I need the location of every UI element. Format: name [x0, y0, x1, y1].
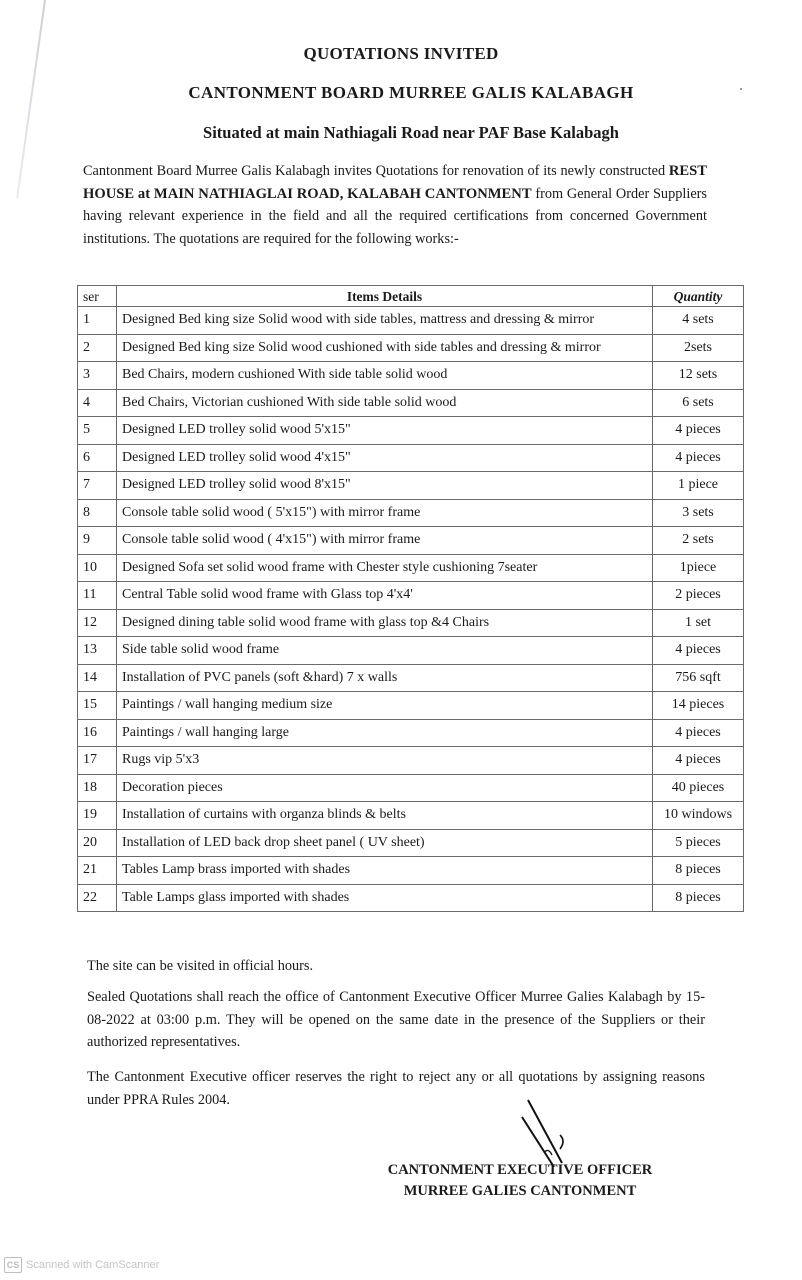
row-ser: 21: [78, 857, 117, 885]
row-quantity: 4 pieces: [653, 637, 744, 665]
row-ser: 6: [78, 444, 117, 472]
row-item-details: Central Table solid wood frame with Glass top 4'x4': [117, 582, 653, 610]
intro-bold-location: REST HOUSE at MAIN NATHIAGLAI ROAD, KALABAH CANTONMENT: [83, 163, 707, 202]
row-quantity: 2sets: [653, 334, 744, 362]
row-ser: 19: [78, 802, 117, 830]
signatory-block: [360, 1160, 680, 1202]
table-header-row: [78, 286, 744, 307]
site-visit-note: The site can be visited in official hours.: [87, 958, 314, 974]
table-row: [78, 857, 744, 885]
row-ser: 15: [78, 692, 117, 720]
row-ser: 14: [78, 664, 117, 692]
intro-text-part1: Cantonment Board Murree Galis Kalabagh invites Quotations for renovation of its newly constructed: [83, 163, 669, 179]
table-row: [78, 362, 744, 390]
row-quantity: 2 sets: [653, 527, 744, 555]
table-row: [78, 747, 744, 775]
row-item-details: Installation of curtains with organza blinds & belts: [117, 802, 653, 830]
row-quantity: 5 pieces: [653, 829, 744, 857]
table-row: [78, 719, 744, 747]
row-item-details: Paintings / wall hanging medium size: [117, 692, 653, 720]
table-row: [78, 527, 744, 555]
row-item-details: Bed Chairs, modern cushioned With side table solid wood: [117, 362, 653, 390]
location-subheading: Situated at main Nathiagali Road near PAF Base Kalabagh: [203, 123, 619, 142]
submission-note: Sealed Quotations shall reach the office of Cantonment Executive Officer Murree Galies Kalabagh by 15-08-2022 at 03:00 p.m. They will be opened on the same date in the presence of the Suppliers or their authorized representatives.: [87, 989, 705, 1050]
table-row: [78, 802, 744, 830]
row-item-details: Decoration pieces: [117, 774, 653, 802]
header-items-details: Items Details: [117, 286, 653, 307]
row-quantity: 4 pieces: [653, 444, 744, 472]
row-ser: 13: [78, 637, 117, 665]
row-item-details: Designed Sofa set solid wood frame with Chester style cushioning 7seater: [117, 554, 653, 582]
row-ser: 11: [78, 582, 117, 610]
items-table: [77, 285, 744, 912]
row-item-details: Rugs vip 5'x3: [117, 747, 653, 775]
row-quantity: 756 sqft: [653, 664, 744, 692]
intro-text-part2: from General Order Suppliers having relevant experience in the field and all the required certifications from concerned Government institutions. The quotations are required for the following works:-: [83, 185, 707, 247]
row-ser: 2: [78, 334, 117, 362]
row-quantity: 12 sets: [653, 362, 744, 390]
table-row: [78, 692, 744, 720]
row-quantity: 4 sets: [653, 307, 744, 335]
table-row: [78, 664, 744, 692]
row-quantity: 10 windows: [653, 802, 744, 830]
row-item-details: Designed Bed king size Solid wood with side tables, mattress and dressing & mirror: [117, 307, 653, 335]
row-ser: 20: [78, 829, 117, 857]
row-ser: 1: [78, 307, 117, 335]
row-item-details: Designed LED trolley solid wood 8'x15": [117, 472, 653, 500]
row-ser: 17: [78, 747, 117, 775]
row-item-details: Installation of PVC panels (soft &hard) 7 x walls: [117, 664, 653, 692]
row-item-details: Table Lamps glass imported with shades: [117, 884, 653, 912]
table-row: [78, 334, 744, 362]
row-item-details: Designed LED trolley solid wood 5'x15": [117, 417, 653, 445]
row-item-details: Designed LED trolley solid wood 4'x15": [117, 444, 653, 472]
row-ser: 3: [78, 362, 117, 390]
row-item-details: Designed Bed king size Solid wood cushioned with side tables and dressing & mirror: [117, 334, 653, 362]
table-row: [78, 472, 744, 500]
row-ser: 5: [78, 417, 117, 445]
row-item-details: Designed dining table solid wood frame with glass top &4 Chairs: [117, 609, 653, 637]
table-row: [78, 444, 744, 472]
organization-heading: CANTONMENT BOARD MURREE GALIS KALABAGH: [188, 83, 634, 102]
row-quantity: 3 sets: [653, 499, 744, 527]
row-quantity: 4 pieces: [653, 417, 744, 445]
row-item-details: Tables Lamp brass imported with shades: [117, 857, 653, 885]
row-quantity: 40 pieces: [653, 774, 744, 802]
row-ser: 22: [78, 884, 117, 912]
row-item-details: Paintings / wall hanging large: [117, 719, 653, 747]
table-row: [78, 884, 744, 912]
row-quantity: 8 pieces: [653, 884, 744, 912]
table-row: [78, 307, 744, 335]
row-ser: 16: [78, 719, 117, 747]
row-quantity: 4 pieces: [653, 719, 744, 747]
row-quantity: 8 pieces: [653, 857, 744, 885]
row-item-details: Side table solid wood frame: [117, 637, 653, 665]
signatory-office: MURREE GALIES CANTONMENT: [403, 1183, 637, 1199]
rights-note: The Cantonment Executive officer reserves the right to reject any or all quotations by assigning reasons under PPRA Rules 2004.: [87, 1069, 705, 1108]
row-ser: 4: [78, 389, 117, 417]
table-row: [78, 774, 744, 802]
row-item-details: Console table solid wood ( 5'x15") with mirror frame: [117, 499, 653, 527]
table-row: [78, 417, 744, 445]
table-row: [78, 582, 744, 610]
table-row: [78, 829, 744, 857]
row-quantity: 4 pieces: [653, 747, 744, 775]
row-item-details: Installation of LED back drop sheet panel ( UV sheet): [117, 829, 653, 857]
table-row: [78, 609, 744, 637]
row-ser: 7: [78, 472, 117, 500]
signatory-designation: CANTONMENT EXECUTIVE OFFICER: [387, 1162, 653, 1178]
row-quantity: 1 piece: [653, 472, 744, 500]
row-ser: 12: [78, 609, 117, 637]
header-ser: ser: [78, 286, 117, 307]
row-ser: 10: [78, 554, 117, 582]
row-ser: 9: [78, 527, 117, 555]
row-item-details: Console table solid wood ( 4'x15") with mirror frame: [117, 527, 653, 555]
table-row: [78, 389, 744, 417]
row-quantity: 1piece: [653, 554, 744, 582]
intro-paragraph: [83, 160, 707, 250]
table-row: [78, 554, 744, 582]
camscanner-watermark: [4, 1257, 159, 1273]
header-quantity: Quantity: [653, 286, 744, 307]
table-row: [78, 499, 744, 527]
row-quantity: 14 pieces: [653, 692, 744, 720]
table-row: [78, 637, 744, 665]
row-ser: 8: [78, 499, 117, 527]
notice-title: QUOTATIONS INVITED: [303, 44, 499, 63]
row-ser: 18: [78, 774, 117, 802]
camscanner-logo-icon: CS: [4, 1257, 22, 1273]
row-item-details: Bed Chairs, Victorian cushioned With side table solid wood: [117, 389, 653, 417]
camscanner-text: Scanned with CamScanner: [26, 1259, 160, 1271]
row-quantity: 1 set: [653, 609, 744, 637]
row-quantity: 2 pieces: [653, 582, 744, 610]
row-quantity: 6 sets: [653, 389, 744, 417]
